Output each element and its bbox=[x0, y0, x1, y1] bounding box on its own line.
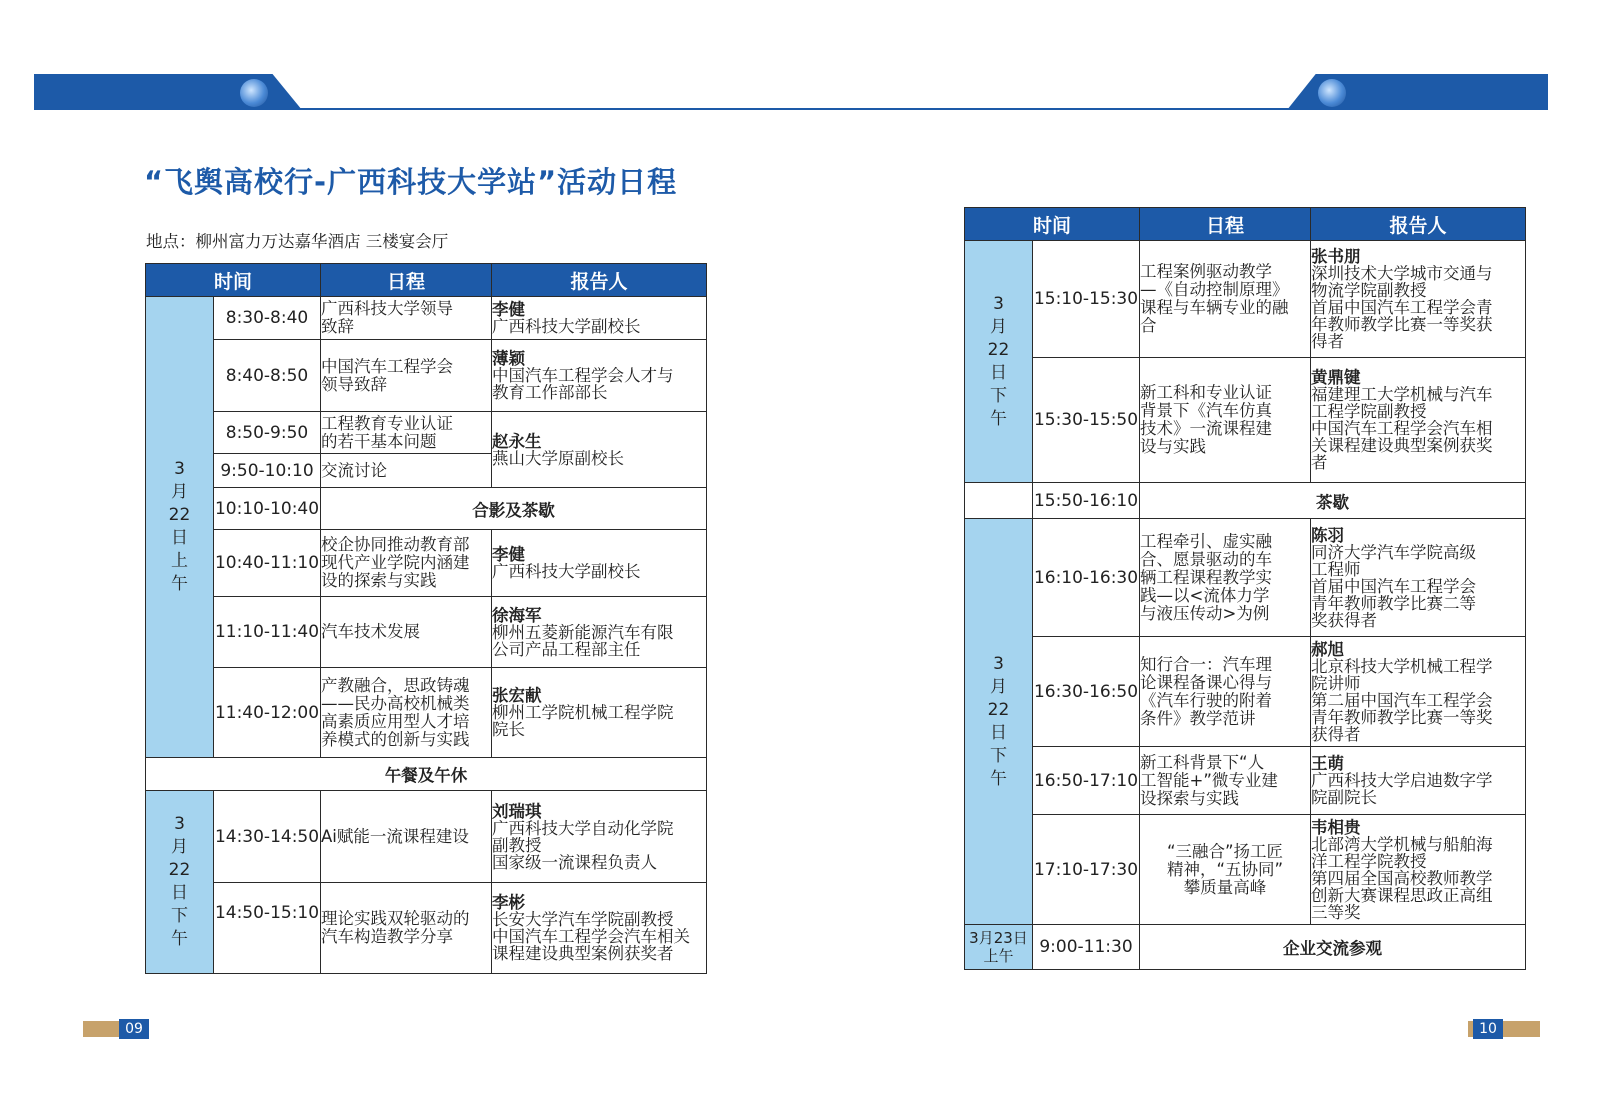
text-line: 午 bbox=[171, 929, 188, 949]
speaker-name: 李健 bbox=[492, 545, 526, 564]
text-line: 知行合一：汽车理 bbox=[1140, 654, 1273, 674]
speaker-name: 徐海军 bbox=[492, 605, 542, 625]
text-line: 论课程备课心得与 bbox=[1140, 672, 1273, 692]
text-line: 长安大学汽车学院副教授 bbox=[492, 910, 674, 929]
text-line: 22 bbox=[168, 505, 191, 525]
text-line: 洋工程学院教授 bbox=[1311, 851, 1427, 871]
text-line: 青年教师教学比赛二等 bbox=[1311, 593, 1477, 613]
text-line: 柳州五菱新能源汽车有限 bbox=[492, 622, 674, 642]
text-line: 精神，“五协同” bbox=[1166, 859, 1284, 879]
text-line: 辆工程课程教学实 bbox=[1140, 567, 1273, 587]
text-line: 午 bbox=[990, 768, 1007, 789]
time-cell: 15:10-15:30 bbox=[1033, 241, 1140, 358]
text-line: 物流学院副教授 bbox=[1311, 281, 1427, 300]
text-line: 广西科技大学启迪数字学 bbox=[1311, 771, 1493, 790]
break-cell: 茶歇 bbox=[1140, 483, 1526, 519]
text-line: 青年教师教学比赛一等奖 bbox=[1311, 707, 1493, 727]
text-line: 副教授 bbox=[492, 835, 542, 855]
text-line: 获得者 bbox=[1311, 724, 1361, 744]
speaker-info bbox=[492, 704, 706, 738]
speaker-cell bbox=[492, 530, 707, 597]
text-line: 中国汽车工程学会人才与 bbox=[492, 366, 674, 385]
text-line: 教育工作部部长 bbox=[492, 383, 608, 402]
text-line: 第四届全国高校教师教学 bbox=[1311, 868, 1493, 888]
text-line: 22 bbox=[987, 339, 1010, 360]
text-line: 工程案例驱动教学 bbox=[1140, 262, 1273, 281]
break-cell: 合影及茶歇 bbox=[321, 488, 707, 530]
date-cell bbox=[146, 297, 214, 758]
page-title: “飞舆高校行-广西科技大学站”活动日程 bbox=[144, 165, 678, 199]
speaker-name: 刘瑞琪 bbox=[492, 801, 542, 821]
text-line: 院长 bbox=[492, 720, 526, 739]
time-cell: 15:30-15:50 bbox=[1033, 358, 1140, 483]
text-line: 现代产业学院内涵建 bbox=[321, 553, 470, 572]
speaker-info bbox=[1311, 386, 1525, 471]
text-line: 创新大赛课程思政正高组 bbox=[1311, 885, 1493, 905]
time-cell: 11:40-12:00 bbox=[214, 668, 321, 758]
text-line: 领导致辞 bbox=[321, 374, 388, 394]
text-line: Ai赋能一流课程建设 bbox=[321, 826, 469, 846]
time-cell: 14:50-15:10 bbox=[214, 883, 321, 974]
topic-cell bbox=[321, 454, 492, 488]
text-line: 攀质量高峰 bbox=[1183, 877, 1267, 897]
topic-cell bbox=[1140, 637, 1311, 747]
text-line: 广西科技大学领导 bbox=[321, 299, 454, 318]
topic-cell bbox=[321, 597, 492, 668]
speaker-name: 郝旭 bbox=[1311, 639, 1345, 659]
text-line: 奖获得者 bbox=[1311, 610, 1378, 630]
header-rule bbox=[300, 108, 1290, 110]
schedule-table-right bbox=[964, 207, 1526, 970]
text-line: 汽车技术发展 bbox=[321, 622, 421, 641]
time-cell: 16:50-17:10 bbox=[1033, 747, 1140, 815]
topic-cell bbox=[1140, 747, 1311, 815]
text-line: 日 bbox=[171, 883, 188, 903]
topic-cell bbox=[321, 297, 492, 340]
header-speaker: 报告人 bbox=[492, 264, 707, 297]
text-line: 日 bbox=[171, 528, 188, 548]
text-line: 产教融合，思政铸魂 bbox=[321, 675, 470, 695]
speaker-name: 赵永生 bbox=[492, 431, 542, 451]
topic-cell bbox=[321, 791, 492, 883]
page-number-left: 09 bbox=[119, 1019, 149, 1039]
text-line: 月 bbox=[171, 837, 188, 857]
text-line: 致辞 bbox=[321, 317, 355, 336]
text-line: 年教师教学比赛一等奖获 bbox=[1311, 315, 1493, 334]
text-line: 中国汽车工程学会汽车相关 bbox=[492, 927, 691, 946]
topic-cell bbox=[321, 412, 492, 454]
text-line: 燕山大学原副校长 bbox=[492, 448, 625, 468]
time-cell: 9:00-11:30 bbox=[1033, 925, 1140, 970]
topic-cell bbox=[321, 883, 492, 974]
text-line: 《汽车行驶的附着 bbox=[1140, 690, 1273, 710]
text-line: 3 bbox=[174, 814, 185, 834]
date-cell bbox=[965, 519, 1033, 925]
speaker-info bbox=[492, 563, 706, 580]
topic-cell bbox=[1140, 358, 1311, 483]
speaker-info bbox=[492, 367, 706, 401]
speaker-cell bbox=[492, 297, 707, 340]
text-line: 公司产品工程部主任 bbox=[492, 639, 641, 659]
topic-cell bbox=[1140, 815, 1311, 925]
speaker-name: 韦相贵 bbox=[1311, 817, 1361, 837]
text-line: “三融合”扬工匠 bbox=[1166, 841, 1284, 861]
speaker-name: 王萌 bbox=[1311, 754, 1345, 773]
speaker-info bbox=[492, 911, 706, 962]
speaker-info bbox=[492, 450, 706, 467]
speaker-name: 黄鼎键 bbox=[1311, 368, 1361, 387]
text-line: 新工科背景下“人 bbox=[1140, 752, 1265, 772]
visit-cell: 企业交流参观 bbox=[1140, 925, 1526, 970]
text-line: 广西科技大学自动化学院 bbox=[492, 818, 674, 838]
speaker-info bbox=[1311, 836, 1525, 921]
text-line: 背景下《汽车仿真 bbox=[1140, 401, 1273, 420]
text-line: 同济大学汽车学院高级 bbox=[1311, 542, 1477, 562]
text-line: 校企协同推动教育部 bbox=[321, 535, 470, 554]
speaker-name: 张宏献 bbox=[492, 686, 542, 705]
text-line: 下 bbox=[990, 745, 1007, 766]
speaker-cell bbox=[1311, 747, 1526, 815]
text-line: 午 bbox=[990, 408, 1007, 429]
text-line: 者 bbox=[1311, 453, 1328, 472]
speaker-cell bbox=[492, 340, 707, 412]
text-line: 国家级一流课程负责人 bbox=[492, 852, 658, 872]
time-cell: 16:30-16:50 bbox=[1033, 637, 1140, 747]
text-line: 三等奖 bbox=[1311, 902, 1361, 922]
speaker-info bbox=[1311, 658, 1525, 743]
text-line: 首届中国汽车工程学会青 bbox=[1311, 298, 1493, 317]
text-line: 得者 bbox=[1311, 332, 1345, 351]
text-line: 北部湾大学机械与船舶海 bbox=[1311, 834, 1493, 854]
time-cell: 16:10-16:30 bbox=[1033, 519, 1140, 637]
header-time: 时间 bbox=[965, 208, 1140, 241]
speaker-name: 陈羽 bbox=[1311, 525, 1345, 545]
time-cell: 15:50-16:10 bbox=[1033, 483, 1140, 519]
text-line: 课程建设典型案例获奖者 bbox=[492, 944, 674, 963]
lunch-break-cell: 午餐及午休 bbox=[146, 758, 707, 791]
text-line: 上午 bbox=[983, 947, 1014, 965]
speaker-cell bbox=[1311, 815, 1526, 925]
text-line: 设探索与实践 bbox=[1140, 788, 1240, 808]
text-line: 深圳技术大学城市交通与 bbox=[1311, 264, 1493, 283]
speaker-cell bbox=[492, 597, 707, 668]
text-line: 22 bbox=[168, 860, 191, 880]
text-line: 上 bbox=[171, 551, 188, 571]
page-number-right: 10 bbox=[1473, 1019, 1503, 1039]
speaker-info bbox=[492, 820, 706, 871]
speaker-info bbox=[1311, 544, 1525, 629]
text-line: 理论实践双轮驱动的 bbox=[321, 909, 470, 928]
text-line: 下 bbox=[990, 385, 1007, 406]
time-cell: 14:30-14:50 bbox=[214, 791, 321, 883]
speaker-info bbox=[492, 318, 706, 335]
text-line: 工智能+”微专业建 bbox=[1140, 770, 1278, 790]
text-line: 月 bbox=[990, 316, 1007, 337]
text-line: 新工科和专业认证 bbox=[1140, 383, 1273, 402]
text-line: 工程师 bbox=[1311, 559, 1361, 579]
time-cell: 11:10-11:40 bbox=[214, 597, 321, 668]
speaker-info bbox=[492, 624, 706, 658]
text-line: 3 bbox=[993, 653, 1004, 674]
text-line: 3 bbox=[174, 459, 185, 479]
time-cell: 17:10-17:30 bbox=[1033, 815, 1140, 925]
text-line: 条件》教学范讲 bbox=[1140, 708, 1256, 728]
date-gap-cell bbox=[965, 483, 1033, 519]
text-line: 第二届中国汽车工程学会 bbox=[1311, 690, 1493, 710]
text-line: 福建理工大学机械与汽车 bbox=[1311, 385, 1493, 404]
text-line: 关课程建设典型案例获奖 bbox=[1311, 436, 1493, 455]
topic-cell bbox=[1140, 241, 1311, 358]
text-line: 高素质应用型人才培 bbox=[321, 711, 470, 731]
text-line: 汽车构造教学分享 bbox=[321, 927, 454, 946]
text-line: 院副院长 bbox=[1311, 788, 1378, 807]
header-speaker: 报告人 bbox=[1311, 208, 1526, 241]
date-cell bbox=[146, 791, 214, 974]
speaker-name: 李健 bbox=[492, 300, 526, 319]
text-line: 月 bbox=[990, 676, 1007, 697]
text-line: 与液压传动>为例 bbox=[1140, 603, 1270, 623]
header-agenda: 日程 bbox=[321, 264, 492, 297]
date-cell bbox=[965, 925, 1033, 970]
text-line: 工程教育专业认证 bbox=[321, 413, 454, 433]
text-line: 日 bbox=[990, 362, 1007, 383]
speaker-info bbox=[1311, 265, 1525, 350]
text-line: 柳州工学院机械工程学院 bbox=[492, 703, 674, 722]
globe-icon bbox=[1318, 79, 1346, 107]
text-line: 的若干基本问题 bbox=[321, 431, 437, 451]
time-cell: 9:50-10:10 bbox=[214, 454, 321, 488]
text-line: —《自动控制原理》 bbox=[1140, 280, 1289, 299]
text-line: 工程牵引、虚实融 bbox=[1140, 531, 1273, 551]
topic-cell bbox=[1140, 519, 1311, 637]
speaker-cell bbox=[1311, 358, 1526, 483]
speaker-name: 李彬 bbox=[492, 893, 526, 912]
text-line: 技术》一流课程建 bbox=[1140, 419, 1273, 438]
speaker-cell bbox=[1311, 637, 1526, 747]
time-cell: 10:10-10:40 bbox=[214, 488, 321, 530]
time-cell: 8:40-8:50 bbox=[214, 340, 321, 412]
text-line: 首届中国汽车工程学会 bbox=[1311, 576, 1477, 596]
text-line: 广西科技大学副校长 bbox=[492, 317, 641, 336]
header-time: 时间 bbox=[146, 264, 321, 297]
text-line: 工程学院副教授 bbox=[1311, 402, 1427, 421]
header-agenda: 日程 bbox=[1140, 208, 1311, 241]
text-line: 交流讨论 bbox=[321, 460, 388, 480]
speaker-name: 张书朋 bbox=[1311, 247, 1361, 266]
speaker-info bbox=[1311, 772, 1525, 806]
text-line: 午 bbox=[171, 574, 188, 594]
text-line: 月 bbox=[171, 482, 188, 502]
topic-cell bbox=[321, 668, 492, 758]
speaker-name: 薄颖 bbox=[492, 349, 526, 368]
text-line: 3月23日 bbox=[969, 929, 1028, 947]
text-line: 合 bbox=[1140, 316, 1157, 335]
text-line: 设与实践 bbox=[1140, 437, 1207, 456]
topic-cell bbox=[321, 530, 492, 597]
text-line: 合、愿景驱动的车 bbox=[1140, 549, 1273, 569]
text-line: 中国汽车工程学会汽车相 bbox=[1311, 419, 1493, 438]
text-line: 22 bbox=[987, 699, 1010, 720]
date-cell bbox=[965, 241, 1033, 483]
text-line: 下 bbox=[171, 906, 188, 926]
text-line: 养模式的创新与实践 bbox=[321, 729, 470, 749]
text-line: 中国汽车工程学会 bbox=[321, 356, 454, 376]
text-line: 课程与车辆专业的融 bbox=[1140, 298, 1289, 317]
speaker-cell bbox=[492, 412, 707, 488]
time-cell: 10:40-11:10 bbox=[214, 530, 321, 597]
text-line: 日 bbox=[990, 722, 1007, 743]
speaker-cell bbox=[1311, 519, 1526, 637]
text-line: 践—以<流体力学 bbox=[1140, 585, 1270, 605]
text-line: 院讲师 bbox=[1311, 673, 1361, 693]
text-line: 广西科技大学副校长 bbox=[492, 562, 641, 581]
speaker-cell bbox=[492, 668, 707, 758]
globe-icon bbox=[240, 79, 268, 107]
speaker-cell bbox=[1311, 241, 1526, 358]
venue-text: 地点：柳州富力万达嘉华酒店 三楼宴会厅 bbox=[146, 232, 449, 251]
time-cell: 8:30-8:40 bbox=[214, 297, 321, 340]
speaker-cell bbox=[492, 883, 707, 974]
text-line: 设的探索与实践 bbox=[321, 571, 437, 590]
schedule-table-left bbox=[145, 263, 707, 974]
text-line: ——民办高校机械类 bbox=[321, 693, 470, 713]
text-line: 3 bbox=[993, 293, 1004, 314]
text-line: 北京科技大学机械工程学 bbox=[1311, 656, 1493, 676]
topic-cell bbox=[321, 340, 492, 412]
time-cell: 8:50-9:50 bbox=[214, 412, 321, 454]
speaker-cell bbox=[492, 791, 707, 883]
